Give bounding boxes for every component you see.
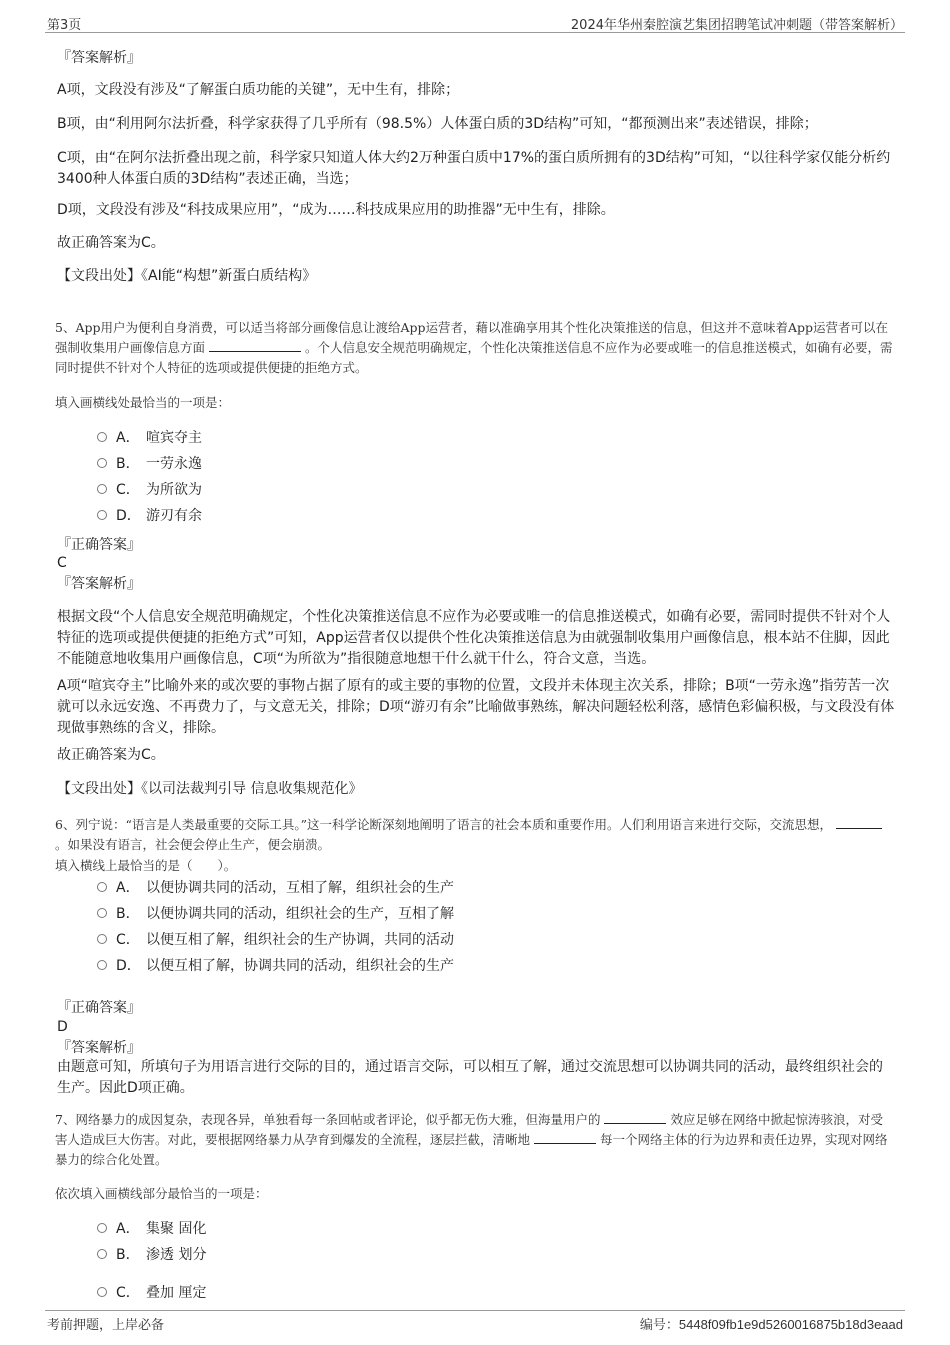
q5-analysis-1: 根据文段“个人信息安全规范明确规定，个性化决策推送信息不应作为必要或唯一的信息推送模式，如确有必要，需同时提供不针对个人特征的选项或提供便捷的拒绝方式”可知，App运营者仅以提供个性化决策推送信息为由就强制收集用户画像信息，根本站不住脚，因此不能随意地收集用户画像信息，C项“为所欲为”指很随意地想干什么就干什么，符合文意，当选。 <box>57 609 891 667</box>
q5-option-c[interactable]: C． 为所欲为 <box>97 480 202 500</box>
q5-analysis-title: 『答案解析』 <box>57 576 141 592</box>
document-code <box>640 1314 903 1333</box>
radio-icon[interactable] <box>97 934 107 944</box>
q5-conclusion: 故正确答案为C。 <box>57 747 165 763</box>
q5-blank <box>209 339 301 352</box>
q7-option-b[interactable]: B． 渗透 划分 <box>97 1245 206 1265</box>
q7-stem <box>55 1110 895 1170</box>
q6-option-a[interactable]: A． 以便协调共同的活动，互相了解，组织社会的生产 <box>97 878 454 898</box>
q6-option-d[interactable]: D． 以便互相了解，协调共同的活动，组织社会的生产 <box>97 956 454 976</box>
q5-stem-after: 。个人信息安全规范明确规定，个性化决策推送信息不应作为必要或唯一的信息推送模式，如确有必要，需同时提供不针对个人特征的选项或提供便捷的拒绝方式。 <box>55 340 893 375</box>
q5-answer-title: 『正确答案』 <box>57 537 141 553</box>
q7-prompt: 依次填入画横线部分最恰当的一项是： <box>55 1186 268 1201</box>
radio-icon[interactable] <box>97 458 107 468</box>
q7-blank-1 <box>604 1111 666 1124</box>
code-label: 编号： <box>639 1318 679 1333</box>
q6-answer-title: 『正确答案』 <box>57 1000 141 1016</box>
q5-option-d[interactable]: D． 游刃有余 <box>97 506 202 526</box>
q5-prompt: 填入画横线处最恰当的一项是： <box>55 395 231 410</box>
q6-stem-after: 。如果没有语言，社会便会停止生产，便会崩溃。 <box>55 837 331 852</box>
radio-icon[interactable] <box>97 1223 107 1233</box>
q4-analysis-title: 『答案解析』 <box>57 50 141 66</box>
q6-blank <box>836 816 882 829</box>
document-title: 2024年华州秦腔演艺集团招聘笔试冲刺题（带答案解析） <box>570 18 903 33</box>
footer-slogan: 考前押题，上岸必备 <box>47 1318 165 1333</box>
q5-answer: C <box>57 555 67 571</box>
q7-stem-1: 7、网络暴力的成因复杂，表现各异，单独看每一条回帖或者评论，似乎都无伤大雅，但海量用户的 <box>55 1112 601 1127</box>
radio-icon[interactable] <box>97 484 107 494</box>
radio-icon[interactable] <box>97 1249 107 1259</box>
q6-prompt: 填入横线上最恰当的是（ ）。 <box>55 858 237 873</box>
q7-blank-2 <box>534 1131 596 1144</box>
radio-icon[interactable] <box>97 908 107 918</box>
code-value: 5448f09fb1e9d5260016875b18d3eaad <box>678 1317 903 1332</box>
q6-stem <box>55 815 895 855</box>
q5-stem-before: 5、App用户为便利自身消费，可以适当将部分画像信息让渡给App运营者，藉以准确享用其个性化决策推送的信息，但这并不意味着App运营者可以在强制收集用户画像信息方面 <box>55 320 889 355</box>
radio-icon[interactable] <box>97 1287 107 1297</box>
q4-analysis-b: B项，由“利用阿尔法折叠，科学家获得了几乎所有（98.5%）人体蛋白质的3D结构”可知，“都预测出来”表述错误，排除； <box>57 116 818 132</box>
q4-analysis-a: A项，文段没有涉及“了解蛋白质功能的关键”，无中生有，排除； <box>57 82 460 98</box>
q4-analysis-c: C项，由“在阿尔法折叠出现之前，科学家只知道人体大约2万种蛋白质中17%的蛋白质所拥有的3D结构”可知，“以往科学家仅能分析约3400种人体蛋白质的3D结构”表述正确，当选； <box>57 150 891 187</box>
q6-analysis-title: 『答案解析』 <box>57 1040 141 1056</box>
q6-option-b[interactable]: B． 以便协调共同的活动，组织社会的生产，互相了解 <box>97 904 454 924</box>
q5-analysis-2: A项“喧宾夺主”比喻外来的或次要的事物占据了原有的或主要的事物的位置，文段并未体现主次关系，排除；B项“一劳永逸”指劳苦一次就可以永远安逸、不再费力了，与文意无关，排除；D项“游刃有余”比喻做事熟练，解决问题轻松利落，感情色彩偏积极，与文段没有体现做事熟练的含义，排除。 <box>57 678 895 736</box>
q6-analysis: 由题意可知，所填句子为用语言进行交际的目的，通过语言交际，可以相互了解，通过交流思想可以协调共同的活动，最终组织社会的生产。因此D项正确。 <box>57 1059 883 1096</box>
radio-icon[interactable] <box>97 510 107 520</box>
q6-option-c[interactable]: C． 以便互相了解，组织社会的生产协调，共同的活动 <box>97 930 454 950</box>
q7-option-c[interactable]: C． 叠加 厘定 <box>97 1283 206 1303</box>
page-header <box>0 0 950 33</box>
q5-option-a[interactable]: A． 喧宾夺主 <box>97 428 202 448</box>
q6-stem-before: 6、列宁说：“语言是人类最重要的交际工具。”这一科学论断深刻地阐明了语言的社会本质和重要作用。人们利用语言来进行交际，交流思想， <box>55 817 832 832</box>
q7-option-a[interactable]: A． 集聚 固化 <box>97 1219 206 1239</box>
q5-stem <box>55 318 895 378</box>
q5-source: 【文段出处】《以司法裁判引导 信息收集规范化》 <box>57 781 363 797</box>
radio-icon[interactable] <box>97 882 107 892</box>
footer-divider <box>45 1310 905 1311</box>
q4-conclusion: 故正确答案为C。 <box>57 235 165 251</box>
q4-analysis-d: D项，文段没有涉及“科技成果应用”，“成为……科技成果应用的助推器”无中生有，排除。 <box>57 202 615 218</box>
q7-stem-2: 效应足够在网络中掀起惊涛骇浪，对受害人造成巨大伤害。对此，要根据网络暴力从孕育到爆发的全流程，逐层拦截，清晰地 <box>55 1112 883 1147</box>
page-number: 第3页 <box>47 18 82 33</box>
radio-icon[interactable] <box>97 432 107 442</box>
q6-answer: D <box>57 1019 68 1035</box>
radio-icon[interactable] <box>97 960 107 970</box>
q5-option-b[interactable]: B． 一劳永逸 <box>97 454 202 474</box>
header-divider <box>45 32 905 33</box>
q7-stem-3: 每一个网络主体的行为边界和责任边界，实现对网络暴力的综合化处置。 <box>55 1132 888 1167</box>
q4-source: 【文段出处】《AI能“构想”新蛋白质结构》 <box>57 268 317 284</box>
